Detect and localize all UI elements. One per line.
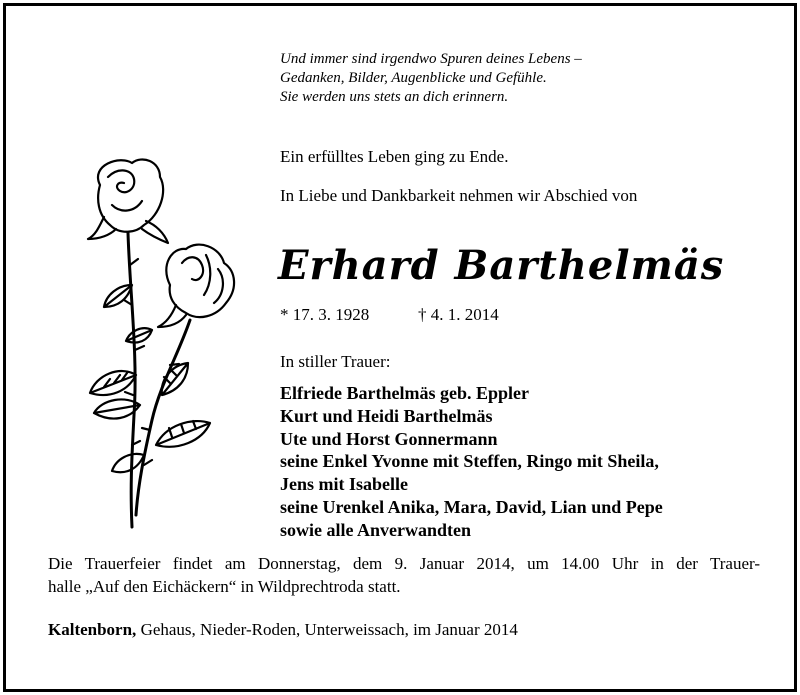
mourner-line: Jens mit Isabelle	[280, 474, 408, 495]
funeral-service-info	[48, 552, 760, 598]
deceased-name: Erhard Barthelmäs	[278, 242, 725, 289]
death-date: † 4. 1. 2014	[418, 305, 499, 324]
mourner-line: Ute und Horst Gonnermann	[280, 428, 498, 449]
rose-icon	[60, 155, 260, 535]
mourner-line: Kurt und Heidi Barthelmäs	[280, 405, 493, 426]
quote-line: Gedanken, Bilder, Augenblicke und Gefühle.	[280, 70, 547, 86]
mourner-line: Elfriede Barthelmäs geb. Eppler	[280, 383, 529, 403]
mourner-line: seine Enkel Yvonne mit Steffen, Ringo mit Sheila,	[280, 451, 659, 472]
birth-date: * 17. 3. 1928	[280, 305, 370, 324]
memorial-quote	[280, 50, 582, 107]
quote-line: Und immer sind irgendwo Spuren deines Lebens –	[280, 51, 582, 67]
intro-line-2: In Liebe und Dankbarkeit nehmen wir Abschied von	[280, 186, 638, 205]
life-dates	[280, 305, 499, 325]
service-line-1: Die Trauerfeier findet am Donnerstag, dem 9. Januar 2014, um 14.00 Uhr in der Trauer-	[48, 554, 760, 573]
quote-line: Sie werden uns stets an dich erinnern.	[280, 89, 509, 105]
service-line-2: halle „Auf den Eichäckern“ in Wildprechtroda statt.	[48, 577, 401, 596]
mourner-line: sowie alle Anverwandten	[280, 519, 471, 540]
closing-place-bold: Kaltenborn,	[48, 620, 137, 639]
mourners-list	[280, 382, 663, 542]
closing-rest: Gehaus, Nieder-Roden, Unterweissach, im Januar 2014	[136, 620, 518, 639]
closing-places	[48, 620, 518, 640]
intro-line-1: Ein erfülltes Leben ging zu Ende.	[280, 147, 509, 166]
mourner-line: seine Urenkel Anika, Mara, David, Lian und Pepe	[280, 496, 663, 517]
mourning-heading: In stiller Trauer:	[280, 352, 391, 371]
